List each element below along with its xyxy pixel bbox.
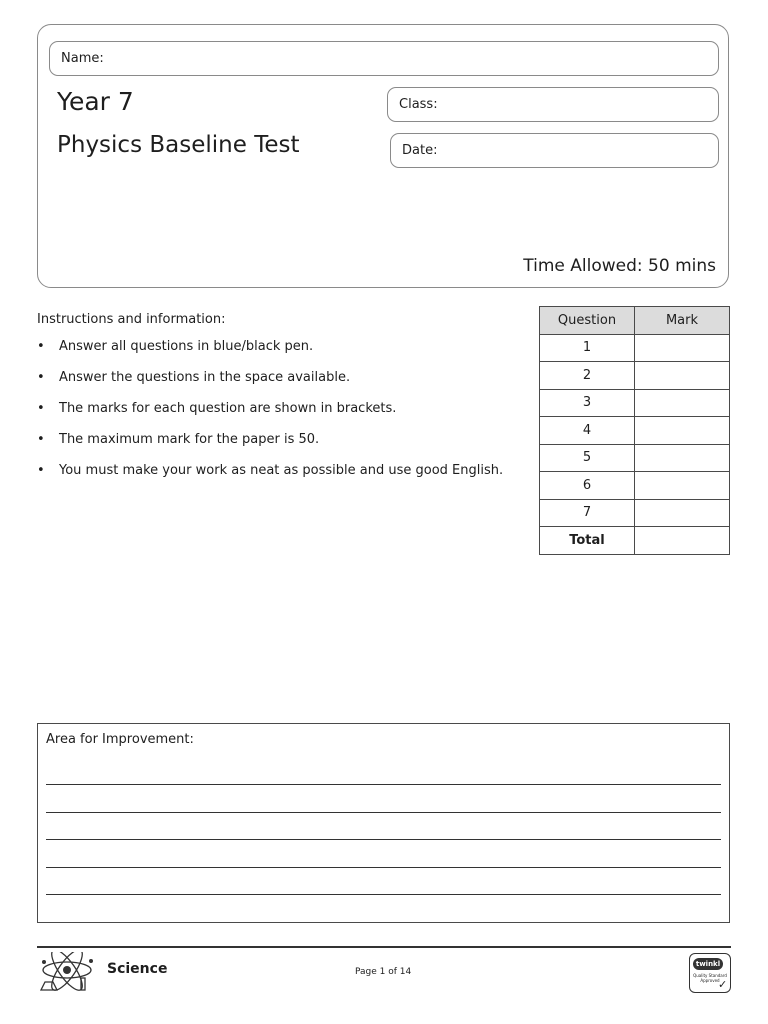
question-number: 7 [540,499,635,527]
mark-cell[interactable] [635,472,730,500]
science-logo-icon [36,952,98,992]
badge-text: Quality Standard Approved [693,973,727,983]
instruction-item [37,339,532,370]
question-number: 6 [540,472,635,500]
total-row [540,527,730,555]
question-header: Question [540,307,635,335]
question-number: 4 [540,417,635,445]
instruction-item [37,370,532,401]
mark-table [539,306,730,555]
date-label: Date: [402,143,438,158]
class-field[interactable] [387,87,719,122]
mark-cell[interactable] [635,444,730,472]
page-number: Page 1 of 14 [355,967,412,977]
writing-line[interactable] [46,867,721,868]
bullet-icon: • [37,370,45,385]
test-title: Physics Baseline Test [57,132,300,158]
total-mark-cell[interactable] [635,527,730,555]
header-panel [37,24,729,288]
table-row [540,444,730,472]
total-label: Total [540,527,635,555]
mark-cell[interactable] [635,499,730,527]
class-label: Class: [399,97,438,112]
instruction-item [37,432,532,463]
mark-cell[interactable] [635,417,730,445]
improvement-box [37,723,730,923]
mark-cell[interactable] [635,362,730,390]
question-number: 3 [540,389,635,417]
instruction-text: You must make your work as neat as possible and use good English. [59,463,504,478]
table-row [540,362,730,390]
table-row [540,334,730,362]
instructions-section [37,312,532,494]
bullet-icon: • [37,463,45,478]
mark-header: Mark [635,307,730,335]
footer-subject: Science [107,961,168,977]
table-row [540,417,730,445]
mark-table-header-row [540,307,730,335]
instruction-item [37,401,532,432]
writing-line[interactable] [46,784,721,785]
instruction-text: Answer all questions in blue/black pen. [59,339,314,354]
footer-divider [37,946,731,948]
mark-cell[interactable] [635,389,730,417]
name-field[interactable] [49,41,719,76]
quality-badge [689,953,731,993]
instruction-text: Answer the questions in the space available. [59,370,351,385]
date-field[interactable] [390,133,719,168]
table-row [540,389,730,417]
instruction-item [37,463,532,494]
question-number: 1 [540,334,635,362]
instruction-text: The maximum mark for the paper is 50. [59,432,320,447]
bullet-icon: • [37,339,45,354]
bullet-icon: • [37,432,45,447]
instructions-list [37,339,532,494]
name-label: Name: [61,51,104,66]
improvement-label: Area for Improvement: [46,732,194,747]
instruction-text: The marks for each question are shown in brackets. [59,401,397,416]
instructions-heading: Instructions and information: [37,312,226,327]
table-row [540,499,730,527]
badge-brand: twinkl [693,958,723,970]
table-row [540,472,730,500]
time-allowed: Time Allowed: 50 mins [523,256,716,276]
question-number: 5 [540,444,635,472]
bullet-icon: • [37,401,45,416]
writing-line[interactable] [46,839,721,840]
year-title: Year 7 [57,87,134,116]
question-number: 2 [540,362,635,390]
checkmark-icon: ✓ [718,978,728,991]
writing-line[interactable] [46,812,721,813]
mark-cell[interactable] [635,334,730,362]
writing-line[interactable] [46,894,721,895]
